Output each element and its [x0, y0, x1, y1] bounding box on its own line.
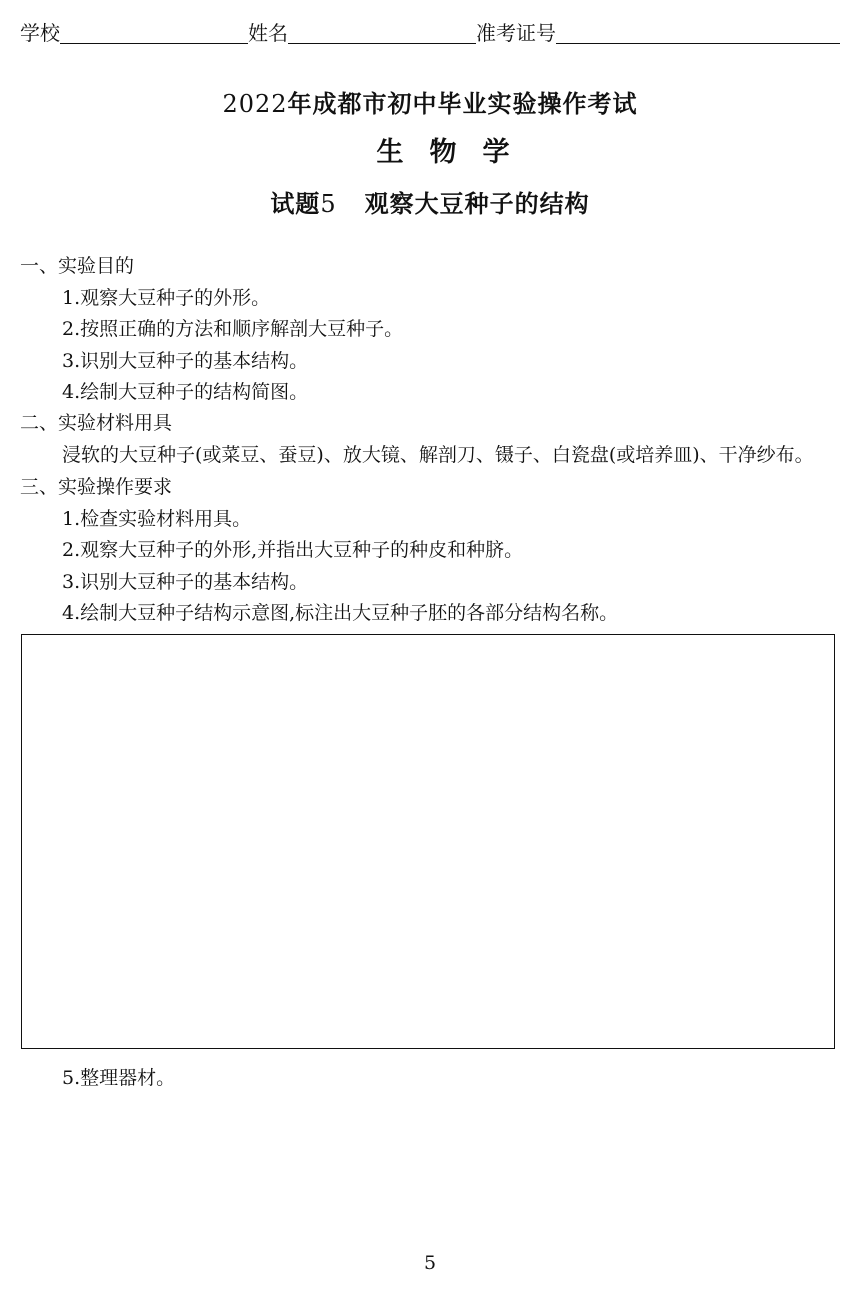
list-item: 2.按照正确的方法和顺序解剖大豆种子。: [62, 318, 404, 340]
exam-year: 2022: [222, 90, 288, 118]
list-item: 4.绘制大豆种子的结构简图。: [62, 381, 309, 403]
list-item: 4.绘制大豆种子结构示意图,标注出大豆种子胚的各部分结构名称。: [62, 602, 619, 624]
question-title: [0, 184, 860, 219]
exam-header: [20, 18, 840, 46]
drawing-area[interactable]: [21, 634, 835, 1049]
name-field[interactable]: [288, 21, 476, 44]
list-item: 2.观察大豆种子的外形,并指出大豆种子的种皮和种脐。: [62, 539, 524, 561]
school-field[interactable]: [60, 21, 248, 44]
name-label: 姓名: [248, 21, 288, 45]
list-item: 5.整理器材。: [62, 1067, 176, 1089]
list-item: 1.检查实验材料用具。: [62, 508, 252, 530]
id-label: 准考证号: [476, 21, 556, 45]
materials-text: 浸软的大豆种子(或菜豆、蚕豆)、放大镜、解剖刀、镊子、白瓷盘(或培养皿)、干净纱布。: [62, 444, 814, 466]
exam-title-text: 年成都市初中毕业实验操作考试: [287, 90, 638, 118]
section-heading-materials: 二、实验材料用具: [20, 412, 173, 434]
question-title-text: 观察大豆种子的结构: [364, 190, 590, 218]
question-prefix: 试题: [270, 190, 321, 218]
list-item: 3.识别大豆种子的基本结构。: [62, 350, 309, 372]
subject-title: 生物学: [376, 137, 536, 168]
list-item: 1.观察大豆种子的外形。: [62, 287, 271, 309]
school-label: 学校: [20, 21, 60, 45]
exam-id-field[interactable]: [556, 21, 840, 44]
section-heading-purpose: 一、实验目的: [20, 255, 135, 277]
exam-title: [0, 84, 860, 119]
list-item: 3.识别大豆种子的基本结构。: [62, 571, 309, 593]
question-number: 5: [320, 190, 337, 218]
page-number: 5: [423, 1252, 437, 1274]
section-heading-requirements: 三、实验操作要求: [20, 476, 173, 498]
